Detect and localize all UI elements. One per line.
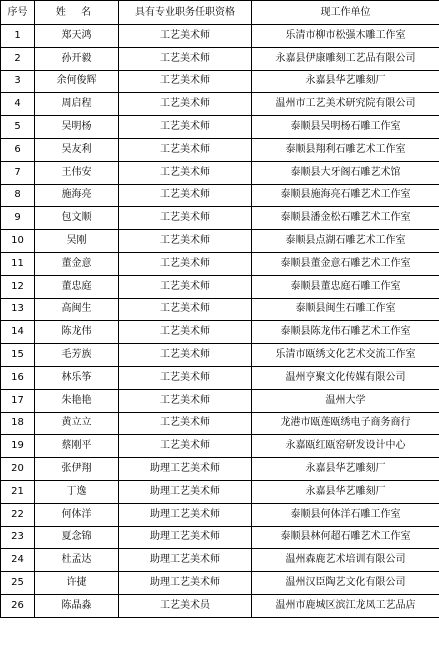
cell-unit: 泰顺县陈龙伟石雕艺术工作室 — [252, 321, 439, 344]
table-row — [1, 503, 439, 526]
table-row — [1, 389, 439, 412]
cell-title: 工艺美术师 — [119, 412, 252, 435]
cell-unit: 泰顺县潘金松石雕艺术工作室 — [252, 207, 439, 230]
cell-name: 吴友利 — [35, 138, 119, 161]
cell-name: 杜孟达 — [35, 549, 119, 572]
cell-unit: 泰顺县吴明杨石雕工作室 — [252, 116, 439, 139]
cell-title: 工艺美术师 — [119, 116, 252, 139]
table-row — [1, 70, 439, 93]
cell-title: 工艺美术员 — [119, 594, 252, 617]
cell-title: 工艺美术师 — [119, 184, 252, 207]
cell-index: 1 — [1, 25, 35, 48]
cell-index: 17 — [1, 389, 35, 412]
cell-unit: 泰顺县点湖石雕艺术工作室 — [252, 230, 439, 253]
cell-unit: 温州汉臣陶艺文化有限公司 — [252, 572, 439, 595]
cell-unit: 泰顺县林何超石雕艺术工作室 — [252, 526, 439, 549]
cell-name: 吴刚 — [35, 230, 119, 253]
cell-name: 董忠庭 — [35, 275, 119, 298]
table-row — [1, 298, 439, 321]
cell-unit: 温州森鹿艺术培训有限公司 — [252, 549, 439, 572]
table-row — [1, 161, 439, 184]
cell-name: 陈龙伟 — [35, 321, 119, 344]
cell-unit: 泰顺县董金意石雕艺术工作室 — [252, 252, 439, 275]
cell-title: 工艺美术师 — [119, 389, 252, 412]
header-name: 姓 名 — [35, 1, 119, 25]
cell-unit: 永嘉县华艺雕刻厂 — [252, 480, 439, 503]
cell-name: 王伟安 — [35, 161, 119, 184]
cell-index: 2 — [1, 47, 35, 70]
cell-unit: 永嘉县华艺雕刻厂 — [252, 458, 439, 481]
cell-index: 16 — [1, 366, 35, 389]
cell-title: 工艺美术师 — [119, 435, 252, 458]
cell-index: 8 — [1, 184, 35, 207]
table-row — [1, 230, 439, 253]
cell-title: 助理工艺美术师 — [119, 526, 252, 549]
table-row — [1, 321, 439, 344]
cell-name: 施海亮 — [35, 184, 119, 207]
cell-index: 21 — [1, 480, 35, 503]
cell-title: 工艺美术师 — [119, 321, 252, 344]
cell-index: 5 — [1, 116, 35, 139]
cell-unit: 泰顺县翔利石雕艺术工作室 — [252, 138, 439, 161]
cell-name: 陈晶淼 — [35, 594, 119, 617]
cell-title: 工艺美术师 — [119, 298, 252, 321]
cell-unit: 温州市工艺美术研究院有限公司 — [252, 93, 439, 116]
cell-unit: 温州亨聚文化传媒有限公司 — [252, 366, 439, 389]
cell-unit: 永嘉县伊康雕刻工艺品有限公司 — [252, 47, 439, 70]
cell-index: 25 — [1, 572, 35, 595]
cell-title: 助理工艺美术师 — [119, 549, 252, 572]
header-title: 具有专业职务任职资格 — [119, 1, 252, 25]
cell-index: 15 — [1, 344, 35, 367]
cell-name: 余何俊辉 — [35, 70, 119, 93]
table-row — [1, 572, 439, 595]
cell-name: 董金意 — [35, 252, 119, 275]
table-row — [1, 594, 439, 617]
cell-index: 19 — [1, 435, 35, 458]
table-row — [1, 138, 439, 161]
cell-index: 3 — [1, 70, 35, 93]
cell-name: 包文顺 — [35, 207, 119, 230]
cell-title: 工艺美术师 — [119, 366, 252, 389]
cell-name: 林乐筝 — [35, 366, 119, 389]
cell-title: 工艺美术师 — [119, 70, 252, 93]
header-row — [1, 1, 439, 25]
cell-title: 工艺美术师 — [119, 47, 252, 70]
cell-name: 高闽生 — [35, 298, 119, 321]
table-row — [1, 275, 439, 298]
cell-unit: 温州市鹿城区滨江龙凤工艺品店 — [252, 594, 439, 617]
cell-index: 24 — [1, 549, 35, 572]
table-row — [1, 344, 439, 367]
cell-title: 助理工艺美术师 — [119, 503, 252, 526]
table-row — [1, 47, 439, 70]
cell-index: 14 — [1, 321, 35, 344]
table-row — [1, 366, 439, 389]
cell-title: 工艺美术师 — [119, 93, 252, 116]
table-row — [1, 93, 439, 116]
cell-name: 孙开毅 — [35, 47, 119, 70]
table-row — [1, 412, 439, 435]
table-row — [1, 25, 439, 48]
cell-unit: 泰顺县闽生石雕工作室 — [252, 298, 439, 321]
table-row — [1, 549, 439, 572]
cell-unit: 永嘉瓯红瓯窑研发设计中心 — [252, 435, 439, 458]
table-row — [1, 184, 439, 207]
cell-index: 26 — [1, 594, 35, 617]
cell-title: 工艺美术师 — [119, 230, 252, 253]
cell-name: 丁逸 — [35, 480, 119, 503]
cell-title: 工艺美术师 — [119, 138, 252, 161]
cell-name: 周启程 — [35, 93, 119, 116]
cell-index: 4 — [1, 93, 35, 116]
cell-index: 9 — [1, 207, 35, 230]
cell-title: 助理工艺美术师 — [119, 458, 252, 481]
cell-title: 助理工艺美术师 — [119, 572, 252, 595]
table-row — [1, 207, 439, 230]
header-index: 序号 — [1, 1, 35, 25]
table-row — [1, 435, 439, 458]
cell-name: 何体洋 — [35, 503, 119, 526]
cell-title: 工艺美术师 — [119, 275, 252, 298]
cell-index: 20 — [1, 458, 35, 481]
cell-index: 10 — [1, 230, 35, 253]
cell-unit: 龙港市瓯莲瓯绣电子商务商行 — [252, 412, 439, 435]
cell-name: 许捷 — [35, 572, 119, 595]
cell-title: 工艺美术师 — [119, 207, 252, 230]
table-row — [1, 526, 439, 549]
cell-index: 13 — [1, 298, 35, 321]
cell-index: 12 — [1, 275, 35, 298]
cell-name: 张伊翔 — [35, 458, 119, 481]
cell-index: 18 — [1, 412, 35, 435]
cell-unit: 永嘉县华艺雕刻厂 — [252, 70, 439, 93]
cell-name: 吴明杨 — [35, 116, 119, 139]
cell-name: 毛芳族 — [35, 344, 119, 367]
table-row — [1, 116, 439, 139]
cell-title: 工艺美术师 — [119, 344, 252, 367]
cell-title: 助理工艺美术师 — [119, 480, 252, 503]
cell-title: 工艺美术师 — [119, 252, 252, 275]
cell-unit: 温州大学 — [252, 389, 439, 412]
table-header — [1, 1, 439, 25]
cell-name: 黄立立 — [35, 412, 119, 435]
header-unit: 现工作单位 — [252, 1, 439, 25]
cell-name: 郑天鸿 — [35, 25, 119, 48]
cell-unit: 乐清市瓯绣文化艺术交流工作室 — [252, 344, 439, 367]
cell-name: 蔡刚平 — [35, 435, 119, 458]
cell-unit: 乐清市柳市松强木雕工作室 — [252, 25, 439, 48]
cell-index: 6 — [1, 138, 35, 161]
table-row — [1, 458, 439, 481]
cell-index: 22 — [1, 503, 35, 526]
cell-index: 11 — [1, 252, 35, 275]
cell-unit: 泰顺县施海亮石雕艺术工作室 — [252, 184, 439, 207]
cell-title: 工艺美术师 — [119, 161, 252, 184]
cell-title: 工艺美术师 — [119, 25, 252, 48]
cell-name: 夏念锦 — [35, 526, 119, 549]
table-body — [1, 25, 439, 618]
cell-index: 7 — [1, 161, 35, 184]
table-row — [1, 252, 439, 275]
cell-unit: 泰顺县董忠庭石雕工作室 — [252, 275, 439, 298]
cell-unit: 泰顺县何体洋石雕工作室 — [252, 503, 439, 526]
cell-index: 23 — [1, 526, 35, 549]
cell-name: 朱艳艳 — [35, 389, 119, 412]
table-row — [1, 480, 439, 503]
cell-unit: 泰顺县大牙阁石雕艺术馆 — [252, 161, 439, 184]
